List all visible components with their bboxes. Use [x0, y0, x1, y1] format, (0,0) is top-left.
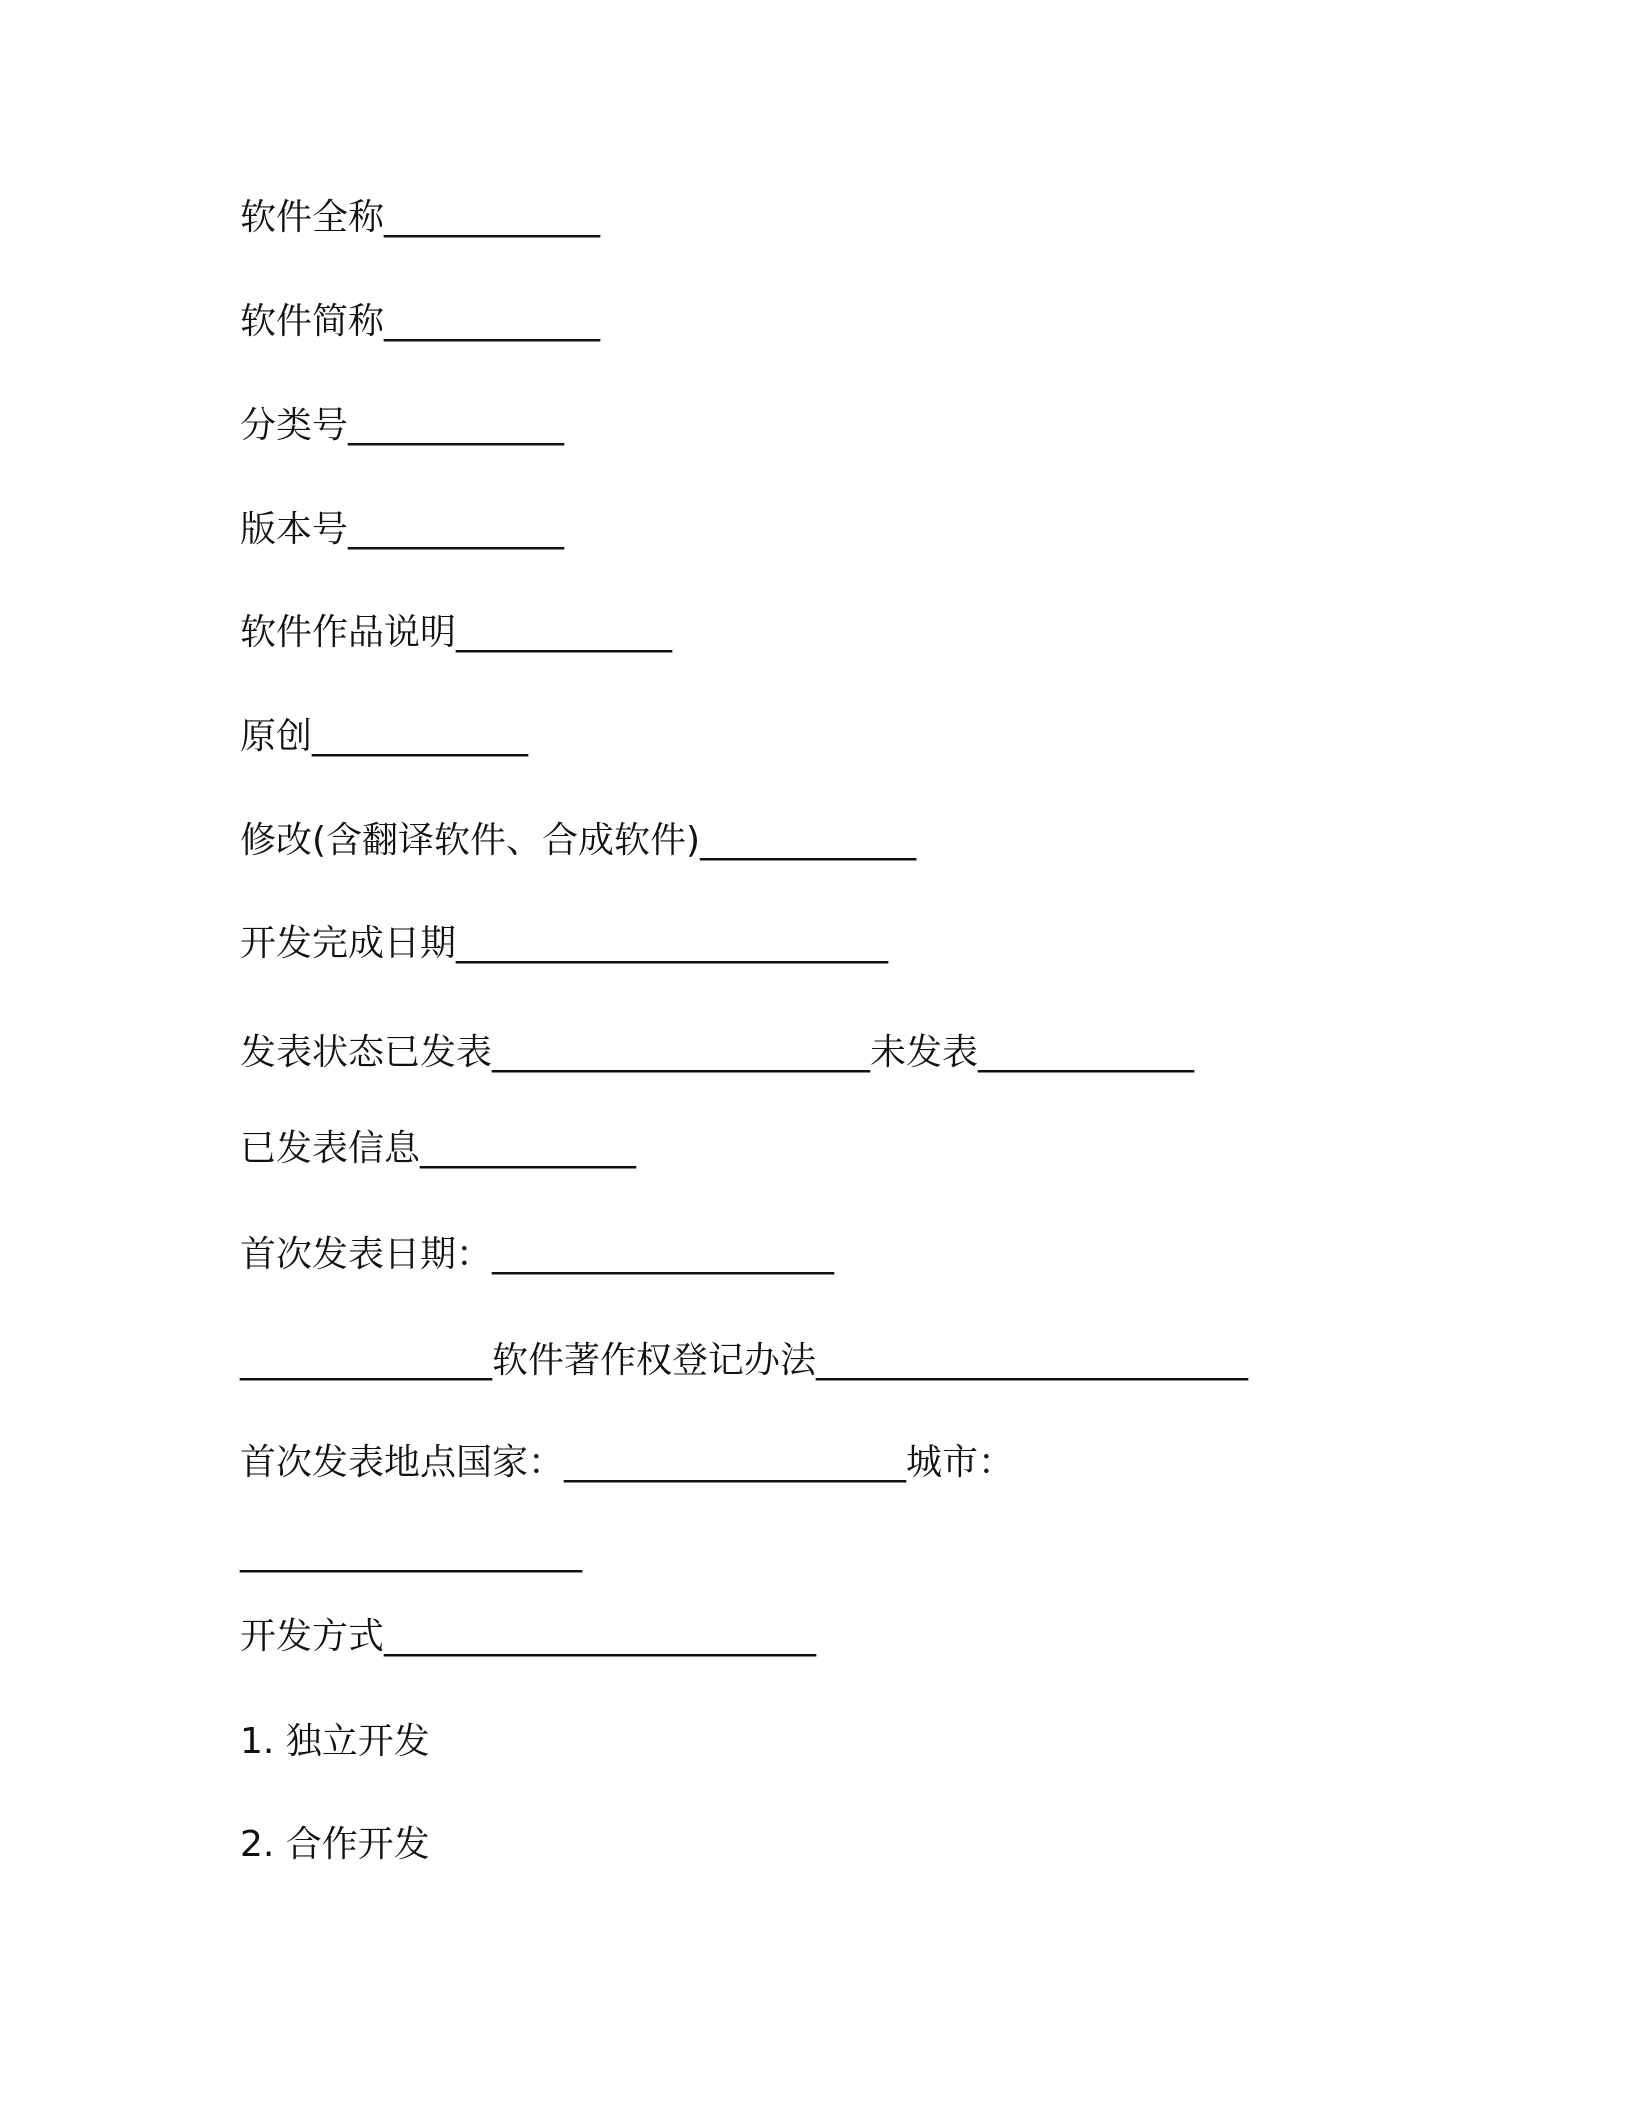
- field-original: 原创____________: [240, 716, 529, 757]
- field-publication-info: 已发表信息____________: [240, 1128, 637, 1169]
- field-completion-date: 开发完成日期________________________: [240, 923, 889, 964]
- field-registration-measures: ______________软件著作权登记办法________________________: [240, 1340, 1249, 1381]
- field-classification-number: 分类号____________: [240, 405, 565, 446]
- field-city-blank: ___________________: [240, 1532, 582, 1573]
- field-first-publication-date: 首次发表日期：___________________: [240, 1234, 835, 1275]
- field-publication-status: 发表状态已发表_____________________未发表____________: [240, 1032, 1195, 1073]
- field-modified: 修改(含翻译软件、合成软件)____________: [240, 820, 917, 861]
- field-development-method: 开发方式________________________: [240, 1616, 817, 1657]
- field-work-description: 软件作品说明____________: [240, 612, 673, 653]
- option-cooperative-development: 2. 合作开发: [240, 1824, 430, 1865]
- field-software-full-name: 软件全称____________: [240, 197, 601, 238]
- field-software-short-name: 软件简称____________: [240, 301, 601, 342]
- option-independent-development: 1. 独立开发: [240, 1721, 430, 1762]
- field-first-publication-place: 首次发表地点国家：___________________城市：: [240, 1442, 1015, 1483]
- field-version-number: 版本号____________: [240, 509, 565, 550]
